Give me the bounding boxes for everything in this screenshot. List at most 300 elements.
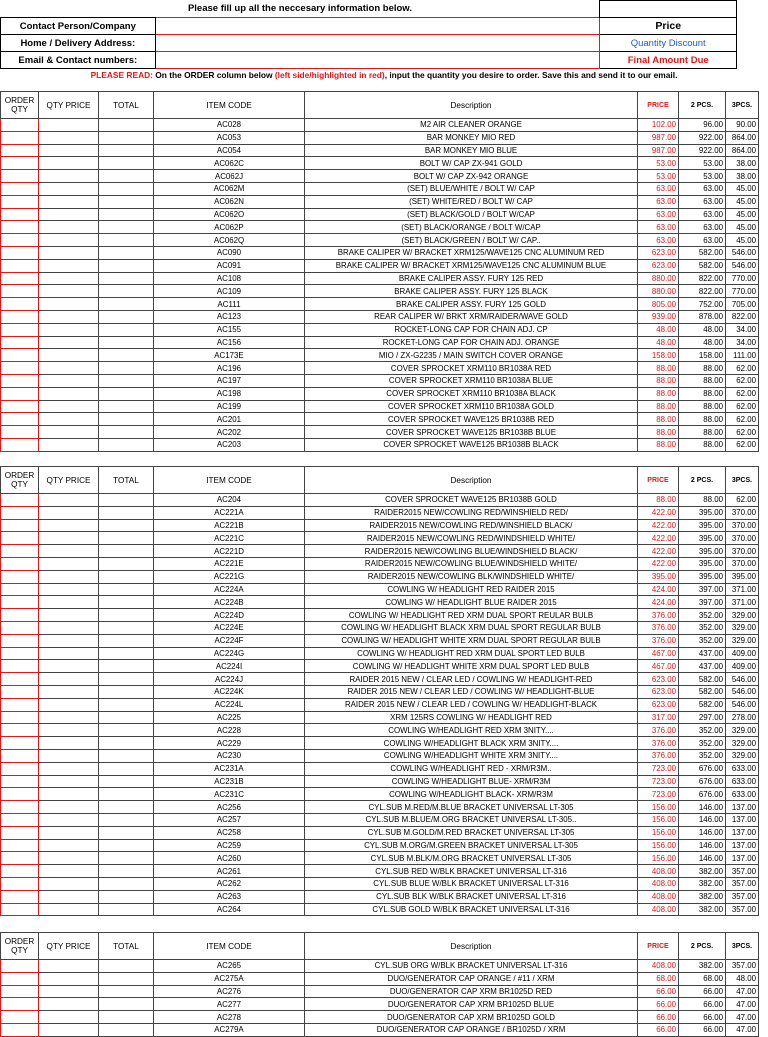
total-cell	[99, 985, 154, 998]
item-code: AC053	[154, 131, 305, 144]
order-qty-input[interactable]	[1, 545, 39, 558]
price-2pcs: 352.00	[679, 737, 726, 750]
item-description: BRAKE CALIPER ASSY. FURY 125 BLACK	[305, 285, 638, 298]
order-qty-input[interactable]	[1, 890, 39, 903]
table-row	[1, 519, 759, 532]
total-cell	[99, 285, 154, 298]
price-2pcs: 88.00	[679, 426, 726, 439]
price-3pcs: 546.00	[726, 685, 759, 698]
item-description: CYL.SUB RED W/BLK BRACKET UNIVERSAL LT-316	[305, 865, 638, 878]
table-row	[1, 673, 759, 686]
item-code: AC276	[154, 985, 305, 998]
qty-price-cell	[39, 1011, 99, 1024]
price-2pcs: 582.00	[679, 259, 726, 272]
qty-price-cell	[39, 310, 99, 323]
price-3pcs: 329.00	[726, 724, 759, 737]
price-3pcs: 409.00	[726, 660, 759, 673]
item-description: RAIDER2015 NEW/COWLING RED/WINSHIELD RED/	[305, 506, 638, 519]
price-3pcs: 329.00	[726, 609, 759, 622]
table-row	[1, 557, 759, 570]
item-code: AC221A	[154, 506, 305, 519]
item-price: 156.00	[638, 839, 679, 852]
item-code: AC062J	[154, 170, 305, 183]
item-price: 48.00	[638, 323, 679, 336]
item-price: 422.00	[638, 557, 679, 570]
order-qty-input[interactable]	[1, 775, 39, 788]
order-qty-input[interactable]	[1, 400, 39, 413]
table-row	[1, 494, 759, 507]
order-qty-input[interactable]	[1, 374, 39, 387]
order-qty-input[interactable]	[1, 119, 39, 132]
total-cell	[99, 788, 154, 801]
order-qty-input[interactable]	[1, 865, 39, 878]
item-description: RAIDER 2015 NEW / CLEAR LED / COWLING W/ HEADLIGHT-BLACK	[305, 698, 638, 711]
total-cell	[99, 775, 154, 788]
table-row	[1, 621, 759, 634]
order-qty-input[interactable]	[1, 349, 39, 362]
order-qty-input[interactable]	[1, 972, 39, 985]
qty-price-cell	[39, 903, 99, 916]
item-code: AC261	[154, 865, 305, 878]
order-qty-input[interactable]	[1, 570, 39, 583]
total-cell	[99, 272, 154, 285]
price-3pcs: 409.00	[726, 647, 759, 660]
item-price: 723.00	[638, 762, 679, 775]
order-qty-input[interactable]	[1, 737, 39, 750]
order-qty-input[interactable]	[1, 506, 39, 519]
item-description: ROCKET-LONG CAP FOR CHAIN ADJ. CP	[305, 323, 638, 336]
order-qty-input[interactable]	[1, 221, 39, 234]
item-code: AC221D	[154, 545, 305, 558]
order-qty-input[interactable]	[1, 762, 39, 775]
item-description: BOLT W/ CAP ZX-942 ORANGE	[305, 170, 638, 183]
item-code: AC231B	[154, 775, 305, 788]
order-qty-input[interactable]	[1, 985, 39, 998]
price-3pcs: 546.00	[726, 246, 759, 259]
order-instructions	[0, 70, 768, 80]
order-qty-input[interactable]	[1, 323, 39, 336]
table-row	[1, 506, 759, 519]
order-qty-input[interactable]	[1, 208, 39, 221]
table-row	[1, 170, 759, 183]
item-description: M2 AIR CLEANER ORANGE	[305, 119, 638, 132]
order-table	[0, 466, 759, 916]
item-price: 88.00	[638, 362, 679, 375]
total-cell	[99, 762, 154, 775]
price-2pcs: 66.00	[679, 985, 726, 998]
price-3pcs: 329.00	[726, 621, 759, 634]
table-row	[1, 570, 759, 583]
item-code: AC256	[154, 801, 305, 814]
col-item-code: ITEM CODE	[154, 467, 305, 494]
table-row	[1, 737, 759, 750]
order-qty-input[interactable]	[1, 182, 39, 195]
order-qty-input[interactable]	[1, 131, 39, 144]
price-2pcs: 922.00	[679, 144, 726, 157]
order-qty-input[interactable]	[1, 426, 39, 439]
order-qty-input[interactable]	[1, 438, 39, 451]
item-price: 66.00	[638, 1011, 679, 1024]
item-description: COVER SPROCKET WAVE125 BR1038B GOLD	[305, 494, 638, 507]
order-qty-input[interactable]	[1, 234, 39, 247]
item-price: 939.00	[638, 310, 679, 323]
item-description: CYL.SUB BLUE W/BLK BRACKET UNIVERSAL LT-316	[305, 877, 638, 890]
form-title: Please fill up all the neccesary information below.	[187, 3, 412, 15]
table-row	[1, 323, 759, 336]
order-qty-input[interactable]	[1, 698, 39, 711]
order-qty-input[interactable]	[1, 157, 39, 170]
qty-price-cell	[39, 272, 99, 285]
price-2pcs: 395.00	[679, 519, 726, 532]
price-2pcs: 382.00	[679, 960, 726, 973]
item-price: 63.00	[638, 182, 679, 195]
price-3pcs: 770.00	[726, 285, 759, 298]
item-price: 424.00	[638, 583, 679, 596]
price-3pcs: 137.00	[726, 852, 759, 865]
item-code: AC123	[154, 310, 305, 323]
contact-person-label: Contact Person/Company	[1, 18, 156, 35]
item-price: 422.00	[638, 532, 679, 545]
price-3pcs: 370.00	[726, 532, 759, 545]
item-price: 623.00	[638, 685, 679, 698]
price-2pcs: 582.00	[679, 685, 726, 698]
please-read-label: PLEASE READ:	[90, 70, 153, 80]
table-row	[1, 711, 759, 724]
item-description: (SET) BLUE/WHITE / BOLT W/ CAP	[305, 182, 638, 195]
qty-price-cell	[39, 234, 99, 247]
order-qty-input[interactable]	[1, 660, 39, 673]
qty-price-cell	[39, 400, 99, 413]
order-qty-input[interactable]	[1, 310, 39, 323]
order-qty-input[interactable]	[1, 413, 39, 426]
total-cell	[99, 865, 154, 878]
order-qty-input[interactable]	[1, 673, 39, 686]
total-cell	[99, 1011, 154, 1024]
total-cell	[99, 298, 154, 311]
qty-price-cell	[39, 570, 99, 583]
item-price: 88.00	[638, 438, 679, 451]
total-cell	[99, 673, 154, 686]
price-2pcs: 395.00	[679, 545, 726, 558]
contact-person-field[interactable]	[155, 18, 600, 35]
total-cell	[99, 609, 154, 622]
item-code: AC257	[154, 813, 305, 826]
item-price: 88.00	[638, 387, 679, 400]
order-qty-input[interactable]	[1, 298, 39, 311]
item-code: AC198	[154, 387, 305, 400]
qty-price-cell	[39, 1023, 99, 1036]
price-3pcs: 90.00	[726, 119, 759, 132]
total-cell	[99, 1023, 154, 1036]
order-qty-input[interactable]	[1, 596, 39, 609]
price-2pcs: 63.00	[679, 234, 726, 247]
price-3pcs: 137.00	[726, 826, 759, 839]
table-row	[1, 801, 759, 814]
col-qty-price: QTY PRICE	[39, 933, 99, 960]
table-row	[1, 234, 759, 247]
total-cell	[99, 400, 154, 413]
price-2pcs: 63.00	[679, 182, 726, 195]
price-3pcs: 546.00	[726, 259, 759, 272]
price-3pcs: 137.00	[726, 813, 759, 826]
item-code: AC090	[154, 246, 305, 259]
total-cell	[99, 374, 154, 387]
item-code: AC173E	[154, 349, 305, 362]
total-cell	[99, 532, 154, 545]
order-qty-input[interactable]	[1, 724, 39, 737]
price-3pcs: 62.00	[726, 374, 759, 387]
item-description: COWLING W/HEADLIGHT WHITE XRM 3NITY....	[305, 749, 638, 762]
col-qty-price: QTY PRICE	[39, 92, 99, 119]
price-3pcs: 47.00	[726, 985, 759, 998]
order-qty-input[interactable]	[1, 1023, 39, 1036]
total-cell	[99, 259, 154, 272]
price-2pcs: 582.00	[679, 246, 726, 259]
item-code: AC277	[154, 998, 305, 1011]
email-contact-field[interactable]	[155, 52, 600, 69]
price-3pcs: 47.00	[726, 998, 759, 1011]
table-row	[1, 336, 759, 349]
qty-price-cell	[39, 788, 99, 801]
qty-price-cell	[39, 877, 99, 890]
item-description: COWLING W/HEADLIGHT BLACK- XRM/R3M	[305, 788, 638, 801]
total-cell	[99, 208, 154, 221]
order-qty-input[interactable]	[1, 634, 39, 647]
price-2pcs: 88.00	[679, 494, 726, 507]
total-cell	[99, 998, 154, 1011]
col-item-code: ITEM CODE	[154, 933, 305, 960]
price-3pcs: 137.00	[726, 801, 759, 814]
item-price: 156.00	[638, 801, 679, 814]
item-code: AC224F	[154, 634, 305, 647]
qty-price-cell	[39, 711, 99, 724]
order-qty-input[interactable]	[1, 532, 39, 545]
item-code: AC263	[154, 890, 305, 903]
table-row	[1, 131, 759, 144]
table-header-row	[1, 933, 759, 960]
order-section-3	[0, 932, 756, 1037]
item-code: AC225	[154, 711, 305, 724]
item-code: AC155	[154, 323, 305, 336]
item-price: 88.00	[638, 374, 679, 387]
order-qty-input[interactable]	[1, 685, 39, 698]
item-code: AC262	[154, 877, 305, 890]
total-cell	[99, 972, 154, 985]
item-description: COWLING W/ HEADLIGHT WHITE XRM DUAL SPORT REGULAR BULB	[305, 634, 638, 647]
order-qty-input[interactable]	[1, 259, 39, 272]
price-3pcs: 371.00	[726, 583, 759, 596]
qty-price-cell	[39, 119, 99, 132]
price-3pcs: 371.00	[726, 596, 759, 609]
total-cell	[99, 494, 154, 507]
price-3pcs: 370.00	[726, 506, 759, 519]
item-price: 422.00	[638, 506, 679, 519]
item-code: AC224J	[154, 673, 305, 686]
item-price: 987.00	[638, 131, 679, 144]
col-description: Description	[305, 933, 638, 960]
price-2pcs: 48.00	[679, 323, 726, 336]
order-qty-input[interactable]	[1, 195, 39, 208]
item-price: 158.00	[638, 349, 679, 362]
col-3pcs: 3PCS.	[726, 933, 759, 960]
item-code: AC265	[154, 960, 305, 973]
price-3pcs: 705.00	[726, 298, 759, 311]
table-row	[1, 609, 759, 622]
item-description: CYL.SUB M.ORG/M.GREEN BRACKET UNIVERSAL LT-305	[305, 839, 638, 852]
item-description: CYL.SUB M.GOLD/M.RED BRACKET UNIVERSAL LT-305	[305, 826, 638, 839]
qty-price-cell	[39, 801, 99, 814]
price-2pcs: 676.00	[679, 762, 726, 775]
item-code: AC224I	[154, 660, 305, 673]
price-2pcs: 63.00	[679, 208, 726, 221]
total-cell	[99, 323, 154, 336]
order-qty-input[interactable]	[1, 519, 39, 532]
order-qty-input[interactable]	[1, 170, 39, 183]
price-3pcs: 329.00	[726, 634, 759, 647]
price-2pcs: 352.00	[679, 609, 726, 622]
price-3pcs: 357.00	[726, 903, 759, 916]
table-row	[1, 545, 759, 558]
total-cell	[99, 749, 154, 762]
price-2pcs: 96.00	[679, 119, 726, 132]
table-row	[1, 298, 759, 311]
item-code: AC259	[154, 839, 305, 852]
qty-price-cell	[39, 634, 99, 647]
price-3pcs: 357.00	[726, 890, 759, 903]
item-description: CYL.SUB M.BLK/M.ORG BRACKET UNIVERSAL LT-305	[305, 852, 638, 865]
item-description: COVER SPROCKET WAVE125 BR1038B BLACK	[305, 438, 638, 451]
order-qty-input[interactable]	[1, 788, 39, 801]
item-code: AC054	[154, 144, 305, 157]
qty-price-cell	[39, 323, 99, 336]
qty-price-cell	[39, 621, 99, 634]
price-2pcs: 437.00	[679, 660, 726, 673]
order-qty-input[interactable]	[1, 826, 39, 839]
order-qty-input[interactable]	[1, 583, 39, 596]
item-description: BAR MONKEY MIO RED	[305, 131, 638, 144]
price-2pcs: 395.00	[679, 570, 726, 583]
instruction-text-end: , input the quantity you desire to order. Save this and send it to our email.	[384, 70, 678, 80]
price-3pcs: 357.00	[726, 865, 759, 878]
qty-price-cell	[39, 285, 99, 298]
order-qty-input[interactable]	[1, 1011, 39, 1024]
total-cell	[99, 426, 154, 439]
order-qty-input[interactable]	[1, 998, 39, 1011]
item-code: AC264	[154, 903, 305, 916]
total-cell	[99, 877, 154, 890]
table-row	[1, 698, 759, 711]
item-price: 88.00	[638, 494, 679, 507]
item-code: AC275A	[154, 972, 305, 985]
item-description: RAIDER2015 NEW/COWLING RED/WINSHIELD BLACK/	[305, 519, 638, 532]
price-2pcs: 146.00	[679, 852, 726, 865]
table-row	[1, 877, 759, 890]
table-row	[1, 972, 759, 985]
price-3pcs: 770.00	[726, 272, 759, 285]
order-qty-input[interactable]	[1, 749, 39, 762]
order-qty-input[interactable]	[1, 852, 39, 865]
item-code: AC224B	[154, 596, 305, 609]
price-2pcs: 822.00	[679, 285, 726, 298]
item-price: 63.00	[638, 234, 679, 247]
price-2pcs: 922.00	[679, 131, 726, 144]
order-qty-input[interactable]	[1, 144, 39, 157]
item-price: 376.00	[638, 634, 679, 647]
order-qty-input[interactable]	[1, 336, 39, 349]
order-qty-input[interactable]	[1, 839, 39, 852]
order-qty-input[interactable]	[1, 647, 39, 660]
table-row	[1, 195, 759, 208]
order-qty-input[interactable]	[1, 246, 39, 259]
price-3pcs: 546.00	[726, 698, 759, 711]
total-cell	[99, 737, 154, 750]
item-code: AC109	[154, 285, 305, 298]
order-qty-input[interactable]	[1, 272, 39, 285]
total-cell	[99, 698, 154, 711]
qty-price-cell	[39, 660, 99, 673]
order-qty-input[interactable]	[1, 387, 39, 400]
order-qty-input[interactable]	[1, 711, 39, 724]
price-3pcs: 329.00	[726, 749, 759, 762]
item-description: XRM 125RS COWLING W/ HEADLIGHT RED	[305, 711, 638, 724]
price-3pcs: 62.00	[726, 400, 759, 413]
table-row	[1, 157, 759, 170]
item-description: RAIDER2015 NEW/COWLING RED/WINDSHIELD WHITE/	[305, 532, 638, 545]
col-item-code: ITEM CODE	[154, 92, 305, 119]
price-2pcs: 88.00	[679, 400, 726, 413]
order-qty-input[interactable]	[1, 557, 39, 570]
order-qty-input[interactable]	[1, 813, 39, 826]
order-qty-input[interactable]	[1, 285, 39, 298]
item-price: 805.00	[638, 298, 679, 311]
order-qty-input[interactable]	[1, 494, 39, 507]
email-contact-label: Email & Contact numbers:	[1, 52, 156, 69]
order-qty-input[interactable]	[1, 960, 39, 973]
col-order-qty: ORDER QTY	[1, 92, 39, 119]
price-3pcs: 822.00	[726, 310, 759, 323]
qty-price-cell	[39, 506, 99, 519]
item-price: 408.00	[638, 890, 679, 903]
item-price: 880.00	[638, 285, 679, 298]
order-table	[0, 932, 759, 1037]
delivery-address-field[interactable]	[155, 35, 600, 52]
price-3pcs: 62.00	[726, 362, 759, 375]
order-qty-input[interactable]	[1, 621, 39, 634]
price-2pcs: 88.00	[679, 438, 726, 451]
item-code: AC062M	[154, 182, 305, 195]
order-qty-input[interactable]	[1, 609, 39, 622]
order-qty-input[interactable]	[1, 903, 39, 916]
order-qty-input[interactable]	[1, 362, 39, 375]
price-label: Price	[600, 18, 737, 35]
table-row	[1, 221, 759, 234]
order-qty-input[interactable]	[1, 877, 39, 890]
total-cell	[99, 634, 154, 647]
price-3pcs: 62.00	[726, 494, 759, 507]
item-description: COVER SPROCKET XRM110 BR1038A RED	[305, 362, 638, 375]
qty-price-cell	[39, 972, 99, 985]
item-description: COVER SPROCKET WAVE125 BR1038B BLUE	[305, 426, 638, 439]
order-qty-input[interactable]	[1, 801, 39, 814]
item-price: 102.00	[638, 119, 679, 132]
total-cell	[99, 826, 154, 839]
item-price: 987.00	[638, 144, 679, 157]
qty-price-cell	[39, 839, 99, 852]
table-row	[1, 349, 759, 362]
item-description: RAIDER2015 NEW/COWLING BLUE/WINDSHIELD WHITE/	[305, 557, 638, 570]
total-cell	[99, 438, 154, 451]
total-cell	[99, 144, 154, 157]
